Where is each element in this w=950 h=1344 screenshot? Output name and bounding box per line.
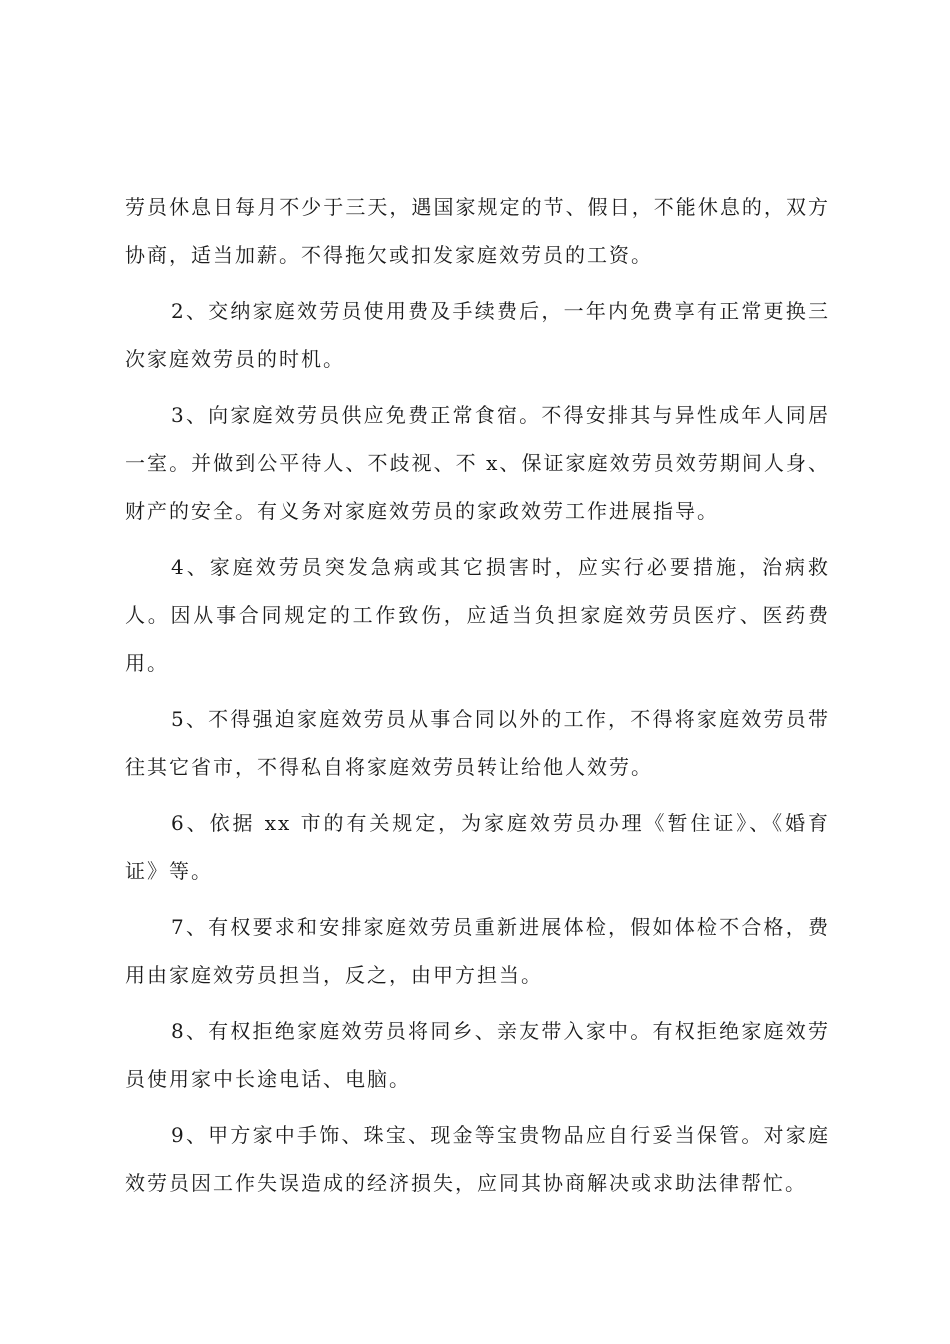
paragraph-item-4: 4、家庭效劳员突发急病或其它损害时，应实行必要措施，治病救人。因从事合同规定的工作致伤，应适当负担家庭效劳员医疗、医药费用。: [125, 555, 830, 675]
document-body: [125, 183, 830, 1215]
paragraph-item-7: 7、有权要求和安排家庭效劳员重新进展体检，假如体检不合格，费用由家庭效劳员担当，反之，由甲方担当。: [125, 915, 830, 987]
paragraph-item-3: 3、向家庭效劳员供应免费正常食宿。不得安排其与异性成年人同居一室。并做到公平待人、不歧视、不 x、保证家庭效劳员效劳期间人身、财产的安全。有义务对家庭效劳员的家政效劳工作进展指导。: [125, 403, 830, 523]
paragraph-item-5: 5、不得强迫家庭效劳员从事合同以外的工作，不得将家庭效劳员带往其它省市，不得私自将家庭效劳员转让给他人效劳。: [125, 707, 830, 779]
paragraph-item-9: 9、甲方家中手饰、珠宝、现金等宝贵物品应自行妥当保管。对家庭效劳员因工作失误造成的经济损失，应同其协商解决或求助法律帮忙。: [125, 1123, 830, 1195]
paragraph-item-8: 8、有权拒绝家庭效劳员将同乡、亲友带入家中。有权拒绝家庭效劳员使用家中长途电话、电脑。: [125, 1019, 830, 1091]
paragraph-item-6: 6、依据 xx 市的有关规定，为家庭效劳员办理《暂住证》、《婚育证》等。: [125, 811, 830, 883]
paragraph-continued: 劳员休息日每月不少于三天，遇国家规定的节、假日，不能休息的，双方协商，适当加薪。不得拖欠或扣发家庭效劳员的工资。: [125, 195, 830, 267]
paragraph-item-2: 2、交纳家庭效劳员使用费及手续费后，一年内免费享有正常更换三次家庭效劳员的时机。: [125, 299, 830, 371]
